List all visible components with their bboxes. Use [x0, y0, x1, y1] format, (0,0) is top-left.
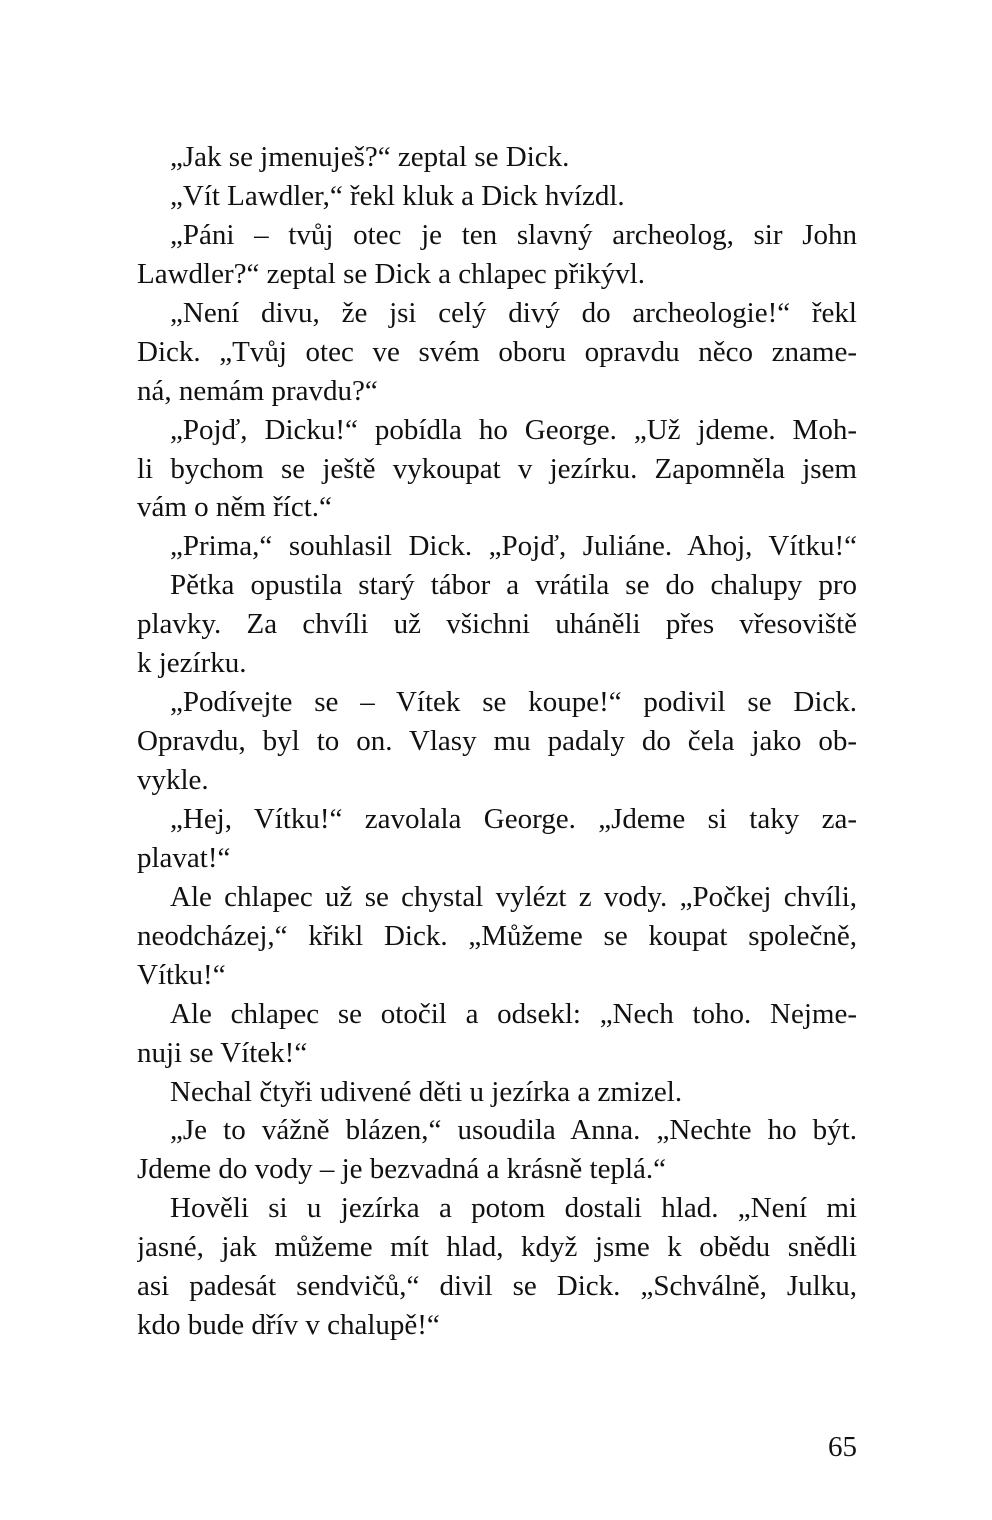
- text-line: „Hej, Vítku!“ zavolala George. „Jdeme si taky za-: [170, 802, 857, 835]
- text-line: nuji se Vítek!“: [137, 1036, 308, 1069]
- text-line: Ale chlapec se otočil a odsekl: „Nech toho. Nejme-: [170, 997, 857, 1030]
- text-line: Hověli si u jezírka a potom dostali hlad. „Není mi: [170, 1192, 857, 1225]
- text-line: „Vít Lawdler,“ řekl kluk a Dick hvízdl.: [170, 179, 625, 212]
- text-line: jasné, jak můžeme mít hlad, když jsme k obědu snědli: [137, 1231, 857, 1264]
- text-line: Ale chlapec už se chystal vylézt z vody. „Počkej chvíli,: [170, 880, 857, 913]
- text-line: neodcházej,“ křikl Dick. „Můžeme se koupat společně,: [137, 919, 857, 952]
- text-line: „Prima,“ souhlasil Dick. „Pojď, Juliáne. Ahoj, Vítku!“: [170, 530, 857, 563]
- text-line: plavky. Za chvíli už všichni uháněli přes vřesoviště: [137, 608, 857, 641]
- text-line: „Jak se jmenuješ?“ zeptal se Dick.: [170, 141, 570, 173]
- text-line: ná, nemám pravdu?“: [137, 374, 378, 407]
- text-line: Jdeme do vody – je bezvadná a krásně teplá.“: [137, 1153, 667, 1186]
- text-line: vám o něm říct.“: [137, 491, 332, 524]
- text-line: Vítku!“: [137, 958, 226, 991]
- text-line: „Není divu, že jsi celý divý do archeologie!“ řekl: [170, 296, 857, 329]
- text-line: li bychom se ještě vykoupat v jezírku. Zapomněla jsem: [137, 452, 857, 485]
- text-line: Pětka opustila starý tábor a vrátila se do chalupy pro: [170, 569, 857, 602]
- text-line: Lawdler?“ zeptal se Dick a chlapec přikývl.: [137, 257, 646, 290]
- text-line: Nechal čtyři udivené děti u jezírka a zmizel.: [170, 1075, 683, 1108]
- text-line: Dick. „Tvůj otec ve svém oboru opravdu něco zname-: [137, 335, 857, 368]
- text-line: „Páni – tvůj otec je ten slavný archeolog, sir John: [170, 218, 857, 251]
- text-line: Opravdu, byl to on. Vlasy mu padaly do čela jako ob-: [137, 725, 857, 758]
- text-line: kdo bude dřív v chalupě!“: [137, 1309, 440, 1342]
- text-line: plavat!“: [137, 841, 231, 874]
- text-line: „Je to vážně blázen,“ usoudila Anna. „Nechte ho být.: [170, 1114, 857, 1147]
- text-line: vykle.: [137, 764, 209, 796]
- body-text: [137, 138, 857, 1345]
- page-number: 65: [828, 1431, 857, 1463]
- text-line: „Podívejte se – Vítek se koupe!“ podivil se Dick.: [170, 686, 857, 719]
- text-line: k jezírku.: [137, 647, 247, 680]
- text-line: asi padesát sendvičů,“ divil se Dick. „Schválně, Julku,: [137, 1270, 857, 1303]
- text-line: „Pojď, Dicku!“ pobídla ho George. „Už jdeme. Moh-: [170, 413, 857, 446]
